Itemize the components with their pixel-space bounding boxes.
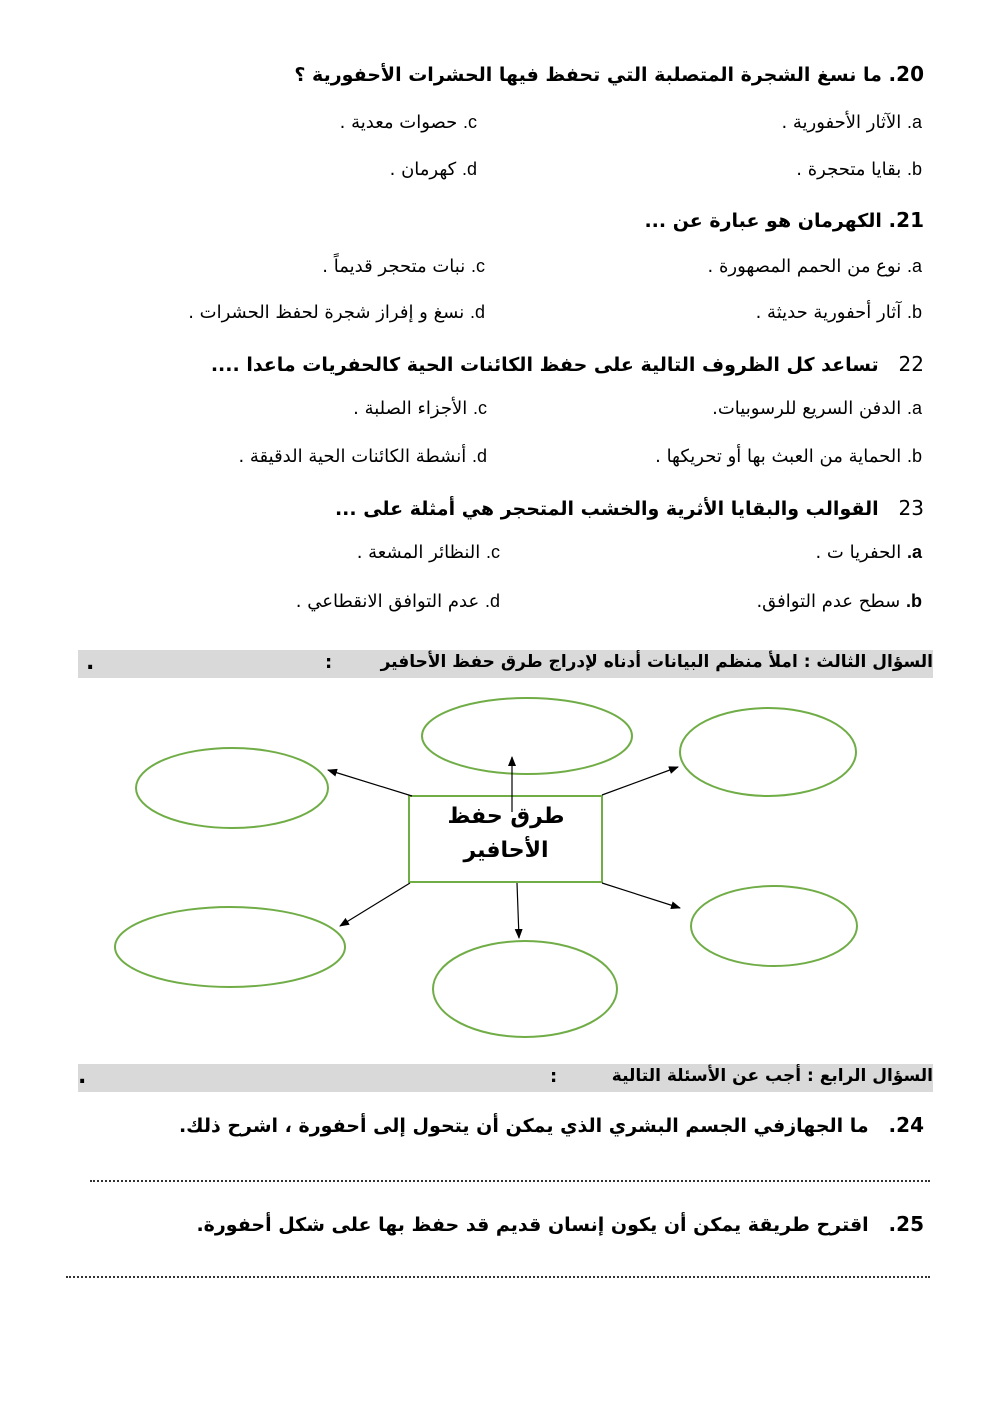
option-c[interactable]: c. نبات متحجر قديماً . — [322, 256, 485, 277]
option-c[interactable]: c. النظائر المشعة . — [356, 542, 500, 563]
section-3-title: السؤال الثالث : املأ منظم البيانات أدناه لإدراج طرق حفظ الأحافير — [380, 652, 933, 672]
organizer-center-label: طرق حفظ الأحافير — [447, 804, 565, 863]
organizer-oval-bottom-right[interactable] — [691, 886, 857, 966]
question-number: 23 — [898, 496, 924, 520]
arrow-top-right — [602, 767, 678, 795]
question-text: تساعد كل الظروف التالية على حفظ الكائنات الحية كالحفريات ماعدا .... — [210, 354, 879, 376]
section-4-header — [78, 1064, 933, 1092]
option-d[interactable]: d. كهرمان . — [389, 159, 477, 180]
option-c[interactable]: c. الأجزاء الصلبة . — [353, 398, 487, 419]
option-a[interactable]: a. الآثار الأحفورية . — [781, 112, 922, 133]
section-4-dot: . — [78, 1064, 87, 1089]
option-d[interactable]: d. نسغ و إفراز شجرة لحفظ الحشرات . — [188, 302, 485, 323]
question-text: ما نسغ الشجرة المتصلبة التي تحفظ فيها الحشرات الأحفورية ؟ — [294, 64, 882, 86]
option-b[interactable]: b. آثار أحفورية حديثة . — [755, 302, 922, 323]
arrow-bottom — [517, 883, 519, 938]
section-3-colon: : — [325, 652, 333, 673]
organizer-oval-top[interactable] — [422, 698, 632, 774]
organizer-oval-top-right[interactable] — [680, 708, 856, 796]
option-c[interactable]: c. حصوات معدية . — [339, 112, 477, 133]
arrow-top-left — [328, 770, 412, 796]
question-text: اقترح طريقة يمكن أن يكون إنسان قديم قد حفظ بها على شكل أحفورة. — [196, 1214, 869, 1236]
organizer-oval-bottom-left[interactable] — [115, 907, 345, 987]
option-d[interactable]: d. أنشطة الكائنات الحية الدقيقة . — [238, 446, 487, 467]
arrow-bottom-right — [602, 883, 680, 908]
arrow-bottom-left — [340, 883, 410, 926]
option-b[interactable]: b. الحماية من العبث بها أو تحريكها . — [655, 446, 922, 467]
question-number: 24. — [888, 1113, 924, 1137]
question-25 — [196, 1212, 924, 1236]
option-b[interactable]: b. بقايا متحجرة . — [796, 159, 922, 180]
answer-line-25[interactable] — [66, 1276, 930, 1278]
option-d[interactable]: d. عدم التوافق الانقطاعي . — [295, 591, 500, 612]
option-a[interactable]: a. الدفن السريع للرسوبيات. — [712, 398, 922, 419]
question-text: الكهرمان هو عبارة عن ... — [644, 210, 882, 232]
organizer-oval-top-left[interactable] — [136, 748, 328, 828]
answer-line-24[interactable] — [90, 1180, 930, 1182]
question-number: 25. — [888, 1212, 924, 1236]
option-a[interactable]: a. الحفريا ت . — [815, 542, 922, 563]
question-number: 21. — [888, 208, 924, 232]
question-text: ما الجهازفي الجسم البشري الذي يمكن أن يتحول إلى أحفورة ، اشرح ذلك. — [178, 1115, 869, 1137]
option-b[interactable]: b. سطح عدم التوافق. — [756, 591, 922, 612]
section-3-dot: . — [86, 650, 95, 675]
option-a[interactable]: a. نوع من الحمم المصهورة . — [707, 256, 922, 277]
section-4-colon: : — [550, 1066, 558, 1087]
question-number: 22 — [898, 352, 924, 376]
organizer-oval-bottom[interactable] — [433, 941, 617, 1037]
question-text: القوالب والبقايا الأثرية والخشب المتحجر هي أمثلة على ... — [334, 498, 879, 520]
section-4-title: السؤال الرابع : أجب عن الأسئلة التالية — [611, 1066, 933, 1086]
question-24 — [179, 1113, 924, 1137]
question-number: 20. — [888, 62, 924, 86]
